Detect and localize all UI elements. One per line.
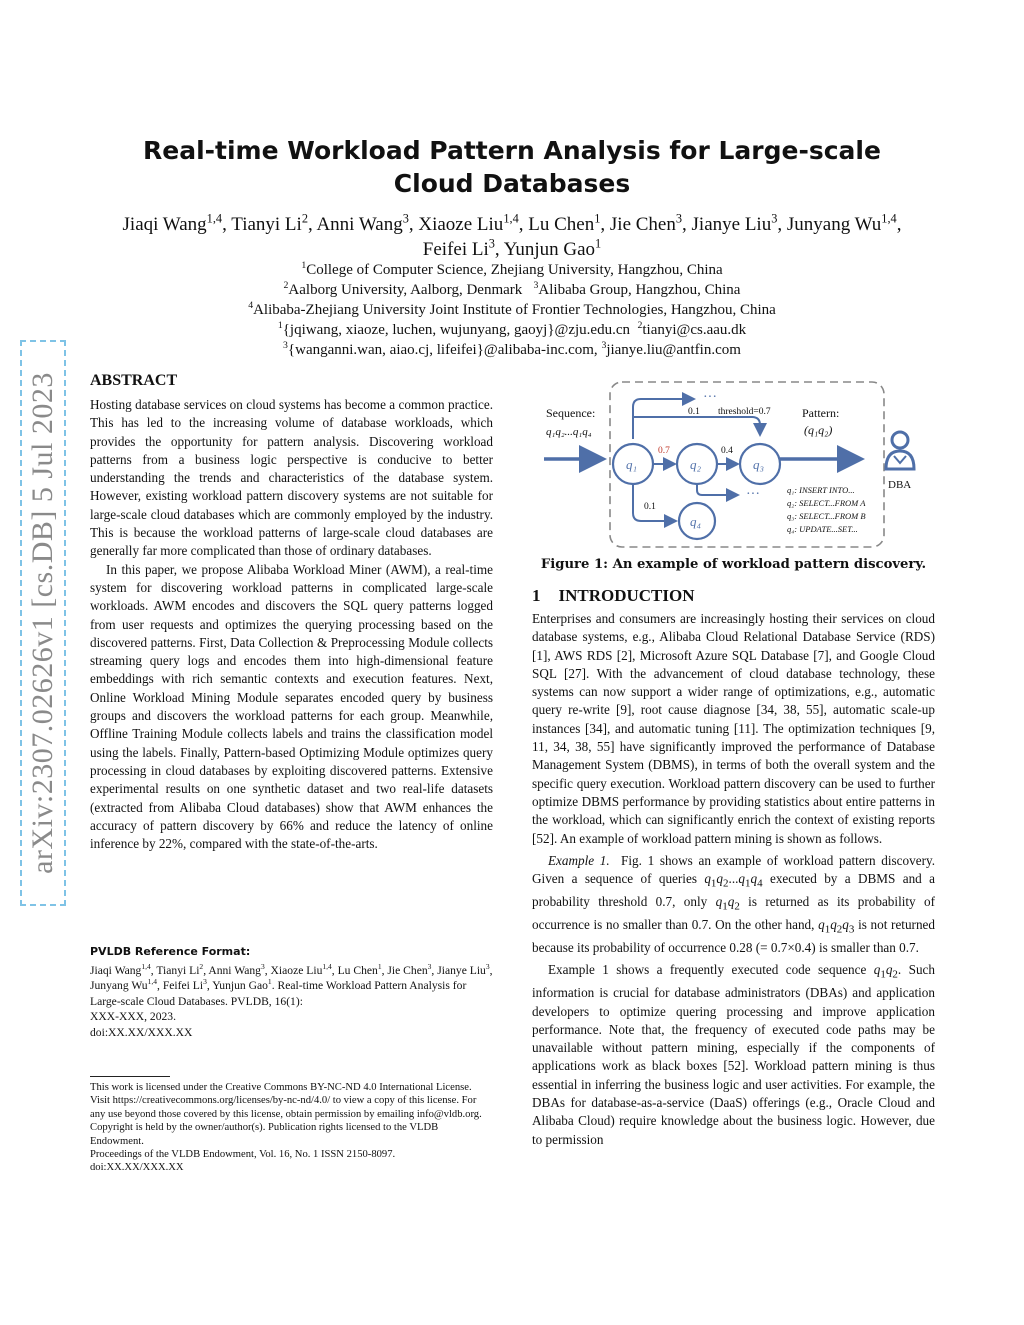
- sequence-label: Sequence:: [546, 406, 596, 420]
- paper-title: Real-time Workload Pattern Analysis for Large-scale Cloud Databases: [143, 136, 881, 198]
- abstract-paragraph-1: Hosting database services on cloud systems has become a common practice. This has led to the increasing volume of database workloads, which provides the opportunity for pattern analysis. Discovering workload patterns from a business logic perspective is conducive to better understanding the trends and characteristics of the database system. However, existing workload pattern discovery systems are not suitable for large-scale cloud databases which are commonly employed by the industry. This is because the workload patterns of large-scale cloud databases are generally far more complicated than those of ordinary databases.: [90, 397, 493, 559]
- reference-format: [90, 944, 493, 1040]
- arxiv-id: arXiv:2307.02626v1 [cs.DB] 5 Jul 2023: [26, 372, 59, 874]
- license-footnote: [90, 1076, 493, 1175]
- edge-top-prob: 0.1: [688, 407, 700, 417]
- edge-q1-q3-top: [633, 417, 760, 435]
- edge-q1-top: [633, 399, 694, 439]
- arxiv-stamp: [20, 340, 66, 906]
- legend-q1: q₁: INSERT INTO...: [787, 485, 855, 495]
- ellipsis-mid: ···: [746, 487, 760, 502]
- dba-person-icon: [886, 432, 914, 469]
- introduction-body: [532, 610, 935, 1149]
- intro-paragraph-2: Example 1 shows a frequently executed code sequence $q_1q_2$. Such information is crucial for database administrators (DBAs) and application developers to optimize quering processing and improve application performance. Note that, the frequency of executed code paths may be unavailable without pattern mining, especially if the components of applications work as black boxes [52]. Workload pattern mining is thus essential in inferring the business logic and user activities. For example, the DBAs for database-as-a-service (DaaS) offerings (e.g., Oracle Cloud and Alibaba Cloud) require knowledge about the business logic. However, due to permission: [532, 962, 935, 1147]
- emails-line-2: $^3${wanganni.wan, aiao.cj, lifeifei}@alibaba-inc.com, $^3$jianye.liu@antfin.com: [283, 340, 741, 358]
- sequence-value: q₁q₂...q₁q₄: [546, 426, 592, 438]
- edge-q2-q3-prob: 0.4: [721, 446, 733, 456]
- node-q1-label: q₁: [626, 457, 638, 472]
- affiliation-4: $^4$Alibaba-Zhejiang University Joint Institute of Frontier Technologies, Hangzhou, China: [248, 300, 776, 318]
- affiliation-1: $^1$College of Computer Science, Zhejiang University, Hangzhou, China: [301, 260, 723, 278]
- example-text: Fig. 1 shows an example of workload pattern discovery. Given a sequence of queries $q_1q_2...q_1q_4$ executed by a DBMS and a probability threshold 0.7, only $q_1q_2$ is returned as its probability of occurrence is no smaller than 0.7. On the other hand, $q_1q_2q_3$ is not returned because its probability of occurrence 0.28 (= 0.7×0.4) is smaller than 0.7.: [532, 852, 936, 955]
- author-list: Jiaqi Wang$^{1,4}$, Tianyi Li$^2$, Anni Wang$^3$, Xiaoze Liu$^{1,4}$, Lu Chen$^1$, Jie Chen$^3$, Jianye Liu$^3$, Junyang Wu$^{1,4}$, Feifei Li$^3$, Yunjun Gao$^1$: [122, 211, 902, 260]
- node-q4-label: q₄: [690, 514, 702, 529]
- emails-line-1: $^1${jqiwang, xiaoze, luchen, wujunyang, gaoyj}@zju.edu.cn $^2$tianyi@cs.aau.dk: [277, 320, 747, 338]
- license-text: This work is licensed under the Creative Commons BY-NC-ND 4.0 International License. Visit https://creativecommons.org/licenses/by-nc-nd/4.0/ to view a copy of this license. For any use beyond those covered by this license, obtain permission by emailing info@vldb.org. Copyright is held by the owner/author(s). Publication rights licensed to the VLDB Endowment.: [90, 1082, 482, 1147]
- example-label: Example 1.: [548, 852, 610, 868]
- affiliation-2-3: $^2$Aalborg University, Aalborg, Denmark $^3$Alibaba Group, Hangzhou, China: [283, 280, 741, 298]
- abstract-paragraph-2: In this paper, we propose Alibaba Workload Miner (AWM), a real-time system for discovering workload patterns in complicated large-scale workloads. AWM encodes and discovers the SQL query patterns logged from user requests and optimizes the querying processing based on the discovered patterns. First, Data Collection & Preprocessing Module collects streaming query logs and encodes them into high-dimensional feature embeddings with rich semantic contexts and execution features. Next, Online Workload Mining Module separates encoded query by business groups and discovers the workload patterns for each group. Meanwhile, Offline Training Module collects labels and trains the classification model using the labels. Finally, Pattern-based Optimizing Module optimizes query processing in cloud databases by exploiting discovered patterns. Extensive experimental results on one synthetic dataset and two real-life datasets (extracted from Alibaba Cloud databases) show that AWM enhances the accuracy of pattern discovery by 66% and reduce the latency of online inference by 22%, compared with the state-of-the-arts.: [90, 561, 493, 852]
- ellipsis-top: ···: [703, 390, 717, 405]
- introduction-heading: [532, 586, 713, 606]
- reference-format-body: Jiaqi Wang$^{1,4}$, Tianyi Li$^2$, Anni Wang$^3$, Xiaoze Liu$^{1,4}$, Lu Chen$^1$, Jie Chen$^3$, Jianye Liu$^3$, Junyang Wu$^{1,4}$, Feifei Li$^3$, Yunjun Gao$^1$. Real-time Workload Pattern Analysis for Large-scale Cloud Databases. PVLDB, 16(1): XXX-XXX, 2023. doi:XX.XX/XXX.XX: [90, 961, 493, 1039]
- threshold-label: threshold=0.7: [718, 407, 771, 417]
- workload-figure: [540, 377, 928, 550]
- license-doi: doi:XX.XX/XXX.XX: [90, 1162, 184, 1174]
- footnote-rule: [90, 1076, 170, 1077]
- abstract-heading: ABSTRACT: [90, 372, 178, 389]
- figure-caption: Figure 1: An example of workload pattern discovery.: [540, 557, 927, 572]
- intro-paragraph-1: Enterprises and consumers are increasingly hosting their services on cloud database systems, e.g., Alibaba Cloud Relational Database Service (RDS) [1], AWS RDS [2], Microsoft Azure SQL Database [7], and Google Cloud SQL [27]. With the advancement of cloud database technology, these systems can now support a wider range of optimizations, e.g., automatic query re-write [9], root cause diagnose [34, 38, 55], automatic scale-up instances [34], and automatic tuning [11]. The optimization techniques [9, 11, 34, 38, 55] have significantly improved the performance of Database Management System (DBMS), in terms of both the overall system and the specific query execution. Workload pattern discovery can be used to further optimize DBMS performance by providing statistics about entire patterns in the workload, which can significantly enrich the context of existing reports [52]. An example of workload pattern mining is shown as follows.: [532, 611, 935, 846]
- section-number: 1: [532, 586, 541, 605]
- node-q2-label: q₂: [690, 457, 702, 472]
- example-1: [532, 852, 935, 957]
- dba-label: DBA: [888, 479, 912, 491]
- legend-q4: q₄: UPDATE...SET...: [787, 524, 858, 534]
- legend-q3: q₃: SELECT...FROM B: [787, 511, 866, 521]
- pattern-label: Pattern:: [802, 406, 840, 420]
- reference-format-heading: PVLDB Reference Format:: [90, 945, 251, 958]
- edge-q2-more: [697, 484, 738, 495]
- section-title: INTRODUCTION: [558, 586, 695, 605]
- affiliations: [110, 260, 914, 360]
- edge-q1-q4-prob: 0.1: [644, 502, 656, 512]
- pattern-value: (q₁q₂): [804, 423, 833, 437]
- proceedings-text: Proceedings of the VLDB Endowment, Vol. 16, No. 1 ISSN 2150-8097.: [90, 1149, 396, 1161]
- abstract-section: [90, 372, 493, 853]
- node-q3-label: q₃: [753, 457, 765, 472]
- edge-q1-q2-prob: 0.7: [658, 446, 670, 456]
- legend-q2: q₂: SELECT...FROM A: [787, 498, 866, 508]
